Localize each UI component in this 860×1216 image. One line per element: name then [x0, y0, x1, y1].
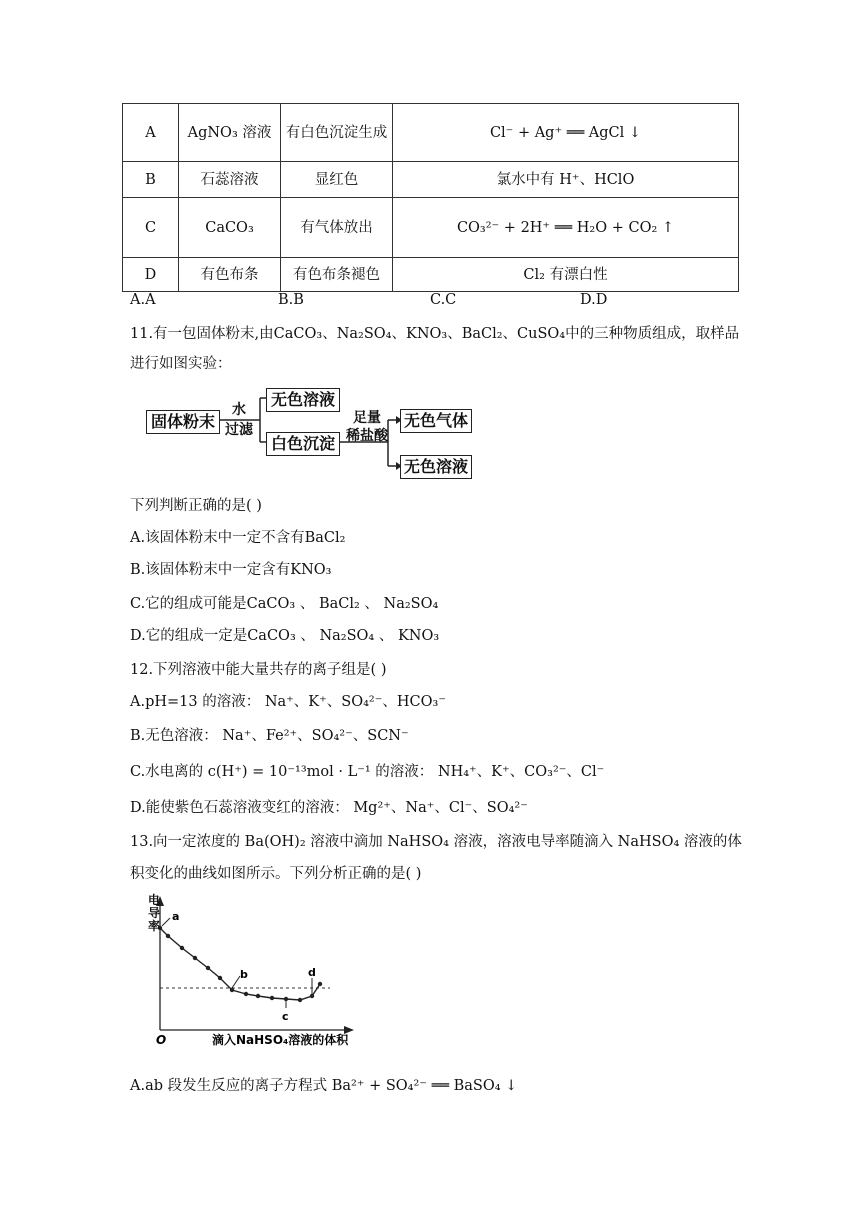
flow-step2-top: 足量 [353, 410, 381, 426]
row-conclusion: Cl⁻ + Ag⁺ ══ AgCl ↓ [393, 104, 739, 162]
row-reagent: 石蕊溶液 [179, 162, 281, 198]
x-axis-label: 滴入NaHSO₄溶液的体积 [212, 1033, 349, 1047]
q11-option-a: A.该固体粉末中一定不含有BaCl₂ [130, 530, 346, 546]
table-row [123, 198, 739, 258]
point-label-b: b [240, 968, 248, 981]
q11-stem-line2: 进行如图实验： [130, 356, 232, 372]
row-letter: B [123, 162, 179, 198]
options-table [122, 103, 739, 292]
q12-stem: 12.下列溶液中能大量共存的离子组是( ) [130, 662, 387, 678]
flow-filtrate-box: 无色溶液 [266, 388, 340, 412]
row-phenomenon: 有色布条褪色 [281, 258, 393, 292]
row-reagent: AgNO₃ 溶液 [179, 104, 281, 162]
flow-start-box: 固体粉末 [146, 410, 220, 434]
row-conclusion: CO₃²⁻ + 2H⁺ ══ H₂O + CO₂ ↑ [393, 198, 739, 258]
answer-choice-d: D.D [580, 292, 608, 308]
y-axis-label: 电导率 [148, 893, 161, 933]
q13-stem-line2: 积变化的曲线如图所示。下列分析正确的是( ) [130, 866, 422, 882]
q13-option-a: A.ab 段发生反应的离子方程式 Ba²⁺ + SO₄²⁻ ══ BaSO₄ ↓ [130, 1078, 518, 1094]
q11-option-b: B.该固体粉末中一定含有KNO₃ [130, 562, 332, 578]
conductivity-curve [160, 928, 320, 1000]
q12-option-d: D.能使紫色石蕊溶液变红的溶液： Mg²⁺、Na⁺、Cl⁻、SO₄²⁻ [130, 800, 528, 816]
row-conclusion: 氯水中有 H⁺、HClO [393, 162, 739, 198]
point-label-d: d [308, 966, 316, 979]
row-phenomenon: 显红色 [281, 162, 393, 198]
conductivity-graph [140, 892, 380, 1052]
table-row [123, 104, 739, 162]
flow-precipitate-box: 白色沉淀 [266, 432, 340, 456]
q12-option-b: B.无色溶液： Na⁺、Fe²⁺、SO₄²⁻、SCN⁻ [130, 728, 409, 744]
row-reagent: 有色布条 [179, 258, 281, 292]
point-label-c: c [282, 1010, 289, 1023]
flow-step1-top: 水 [232, 402, 246, 418]
q11-question: 下列判断正确的是( ) [130, 498, 262, 514]
row-letter: C [123, 198, 179, 258]
row-phenomenon: 有气体放出 [281, 198, 393, 258]
q12-option-c: C.水电离的 c(H⁺) = 10⁻¹³mol · L⁻¹ 的溶液： NH₄⁺、K⁺、CO₃²⁻、Cl⁻ [130, 764, 605, 780]
q11-option-c: C.它的组成可能是CaCO₃ 、 BaCl₂ 、 Na₂SO₄ [130, 596, 439, 612]
answer-choice-a: A.A [130, 292, 156, 308]
answer-choice-b: B.B [278, 292, 304, 308]
flow-gas-box: 无色气体 [400, 409, 472, 433]
flow-step1-bottom: 过滤 [225, 422, 253, 438]
q13-stem-line1: 13.向一定浓度的 Ba(OH)₂ 溶液中滴加 NaHSO₄ 溶液，溶液电导率随滴入 NaHSO₄ 溶液的体 [130, 834, 742, 850]
q11-stem-line1: 11.有一包固体粉末,由CaCO₃、Na₂SO₄、KNO₃、BaCl₂、CuSO₄中的三种物质组成，取样品 [130, 326, 740, 342]
q11-option-d: D.它的组成一定是CaCO₃ 、 Na₂SO₄ 、 KNO₃ [130, 628, 440, 644]
row-letter: D [123, 258, 179, 292]
flow-step2-bottom: 稀盐酸 [346, 428, 388, 444]
origin-label: O [156, 1033, 167, 1047]
row-phenomenon: 有白色沉淀生成 [281, 104, 393, 162]
flow-solution-box: 无色溶液 [400, 455, 472, 479]
answer-choice-c: C.C [430, 292, 457, 308]
row-reagent: CaCO₃ [179, 198, 281, 258]
table-row [123, 162, 739, 198]
point-label-a: a [172, 910, 180, 923]
row-conclusion: Cl₂ 有漂白性 [393, 258, 739, 292]
q12-option-a: A.pH=13 的溶液： Na⁺、K⁺、SO₄²⁻、HCO₃⁻ [130, 694, 446, 710]
row-letter: A [123, 104, 179, 162]
table-row [123, 258, 739, 292]
curve-points [158, 926, 322, 1002]
